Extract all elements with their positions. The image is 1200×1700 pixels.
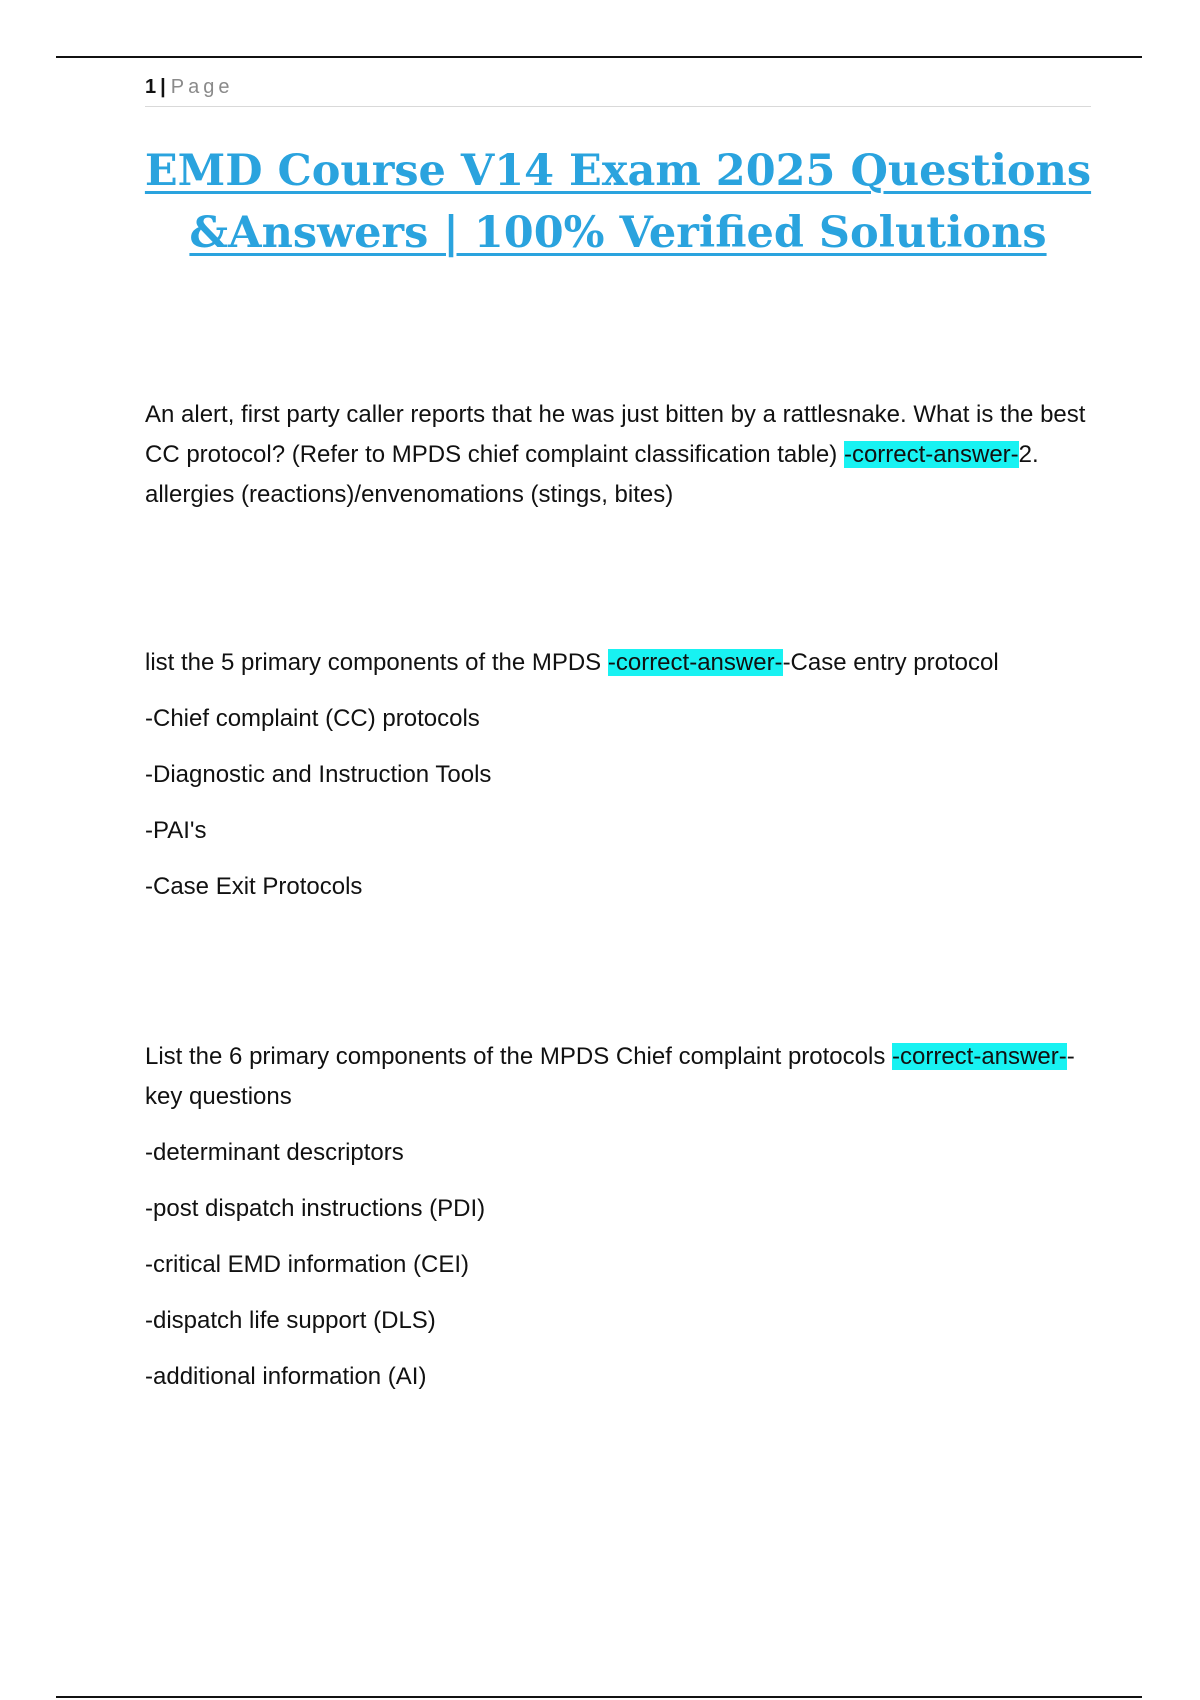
correct-answer-marker: -correct-answer- bbox=[607, 649, 783, 676]
answer-list-item: -post dispatch instructions (PDI) bbox=[145, 1195, 486, 1222]
page-separator: | bbox=[160, 76, 166, 98]
page-number: 1 bbox=[145, 76, 157, 98]
question-text: list the 5 primary components of the MPDS bbox=[145, 649, 608, 676]
title-line-1: EMD Course V14 Exam 2025 Questions bbox=[144, 146, 1092, 196]
answer-list-item: -Chief complaint (CC) protocols bbox=[145, 705, 480, 732]
question-text: List the 6 primary components of the MPDS Chief complaint protocols bbox=[145, 1043, 892, 1070]
page-bottom-rule bbox=[56, 1696, 1142, 1698]
answer-text: 2. allergies (reactions)/envenomations (stings, bites) bbox=[145, 441, 1039, 508]
correct-answer-marker: -correct-answer- bbox=[843, 441, 1019, 468]
answer-list-item: -determinant descriptors bbox=[145, 1139, 404, 1166]
answer-list-item: -PAI's bbox=[145, 817, 207, 844]
answer-list-item: -dispatch life support (DLS) bbox=[145, 1307, 436, 1334]
page-top-rule bbox=[56, 56, 1142, 58]
answer-list-item: -critical EMD information (CEI) bbox=[145, 1251, 470, 1278]
qa-question bbox=[145, 395, 1095, 515]
qa-block-1 bbox=[145, 395, 1095, 515]
page-header bbox=[145, 74, 1091, 107]
correct-answer-marker: -correct-answer- bbox=[892, 1043, 1067, 1070]
qa-block-2 bbox=[145, 643, 1095, 907]
document-title bbox=[140, 140, 1096, 264]
answer-list-item: -Diagnostic and Instruction Tools bbox=[145, 761, 492, 788]
qa-question bbox=[145, 643, 1095, 683]
answer-list-item: -additional information (AI) bbox=[145, 1363, 427, 1390]
answer-text: -key questions bbox=[145, 1043, 1075, 1110]
answer-text: -Case entry protocol bbox=[782, 649, 999, 676]
qa-question bbox=[145, 1037, 1095, 1117]
page-label: Page bbox=[170, 76, 234, 98]
title-line-2: &Answers | 100% Verified Solutions bbox=[189, 208, 1047, 258]
question-text: An alert, first party caller reports that he was just bitten by a rattlesnake. What is the best CC protocol? (Refer to MPDS chief complaint classification table) bbox=[145, 401, 1086, 468]
answer-list-item: -Case Exit Protocols bbox=[145, 873, 363, 900]
qa-block-3 bbox=[145, 1037, 1095, 1397]
